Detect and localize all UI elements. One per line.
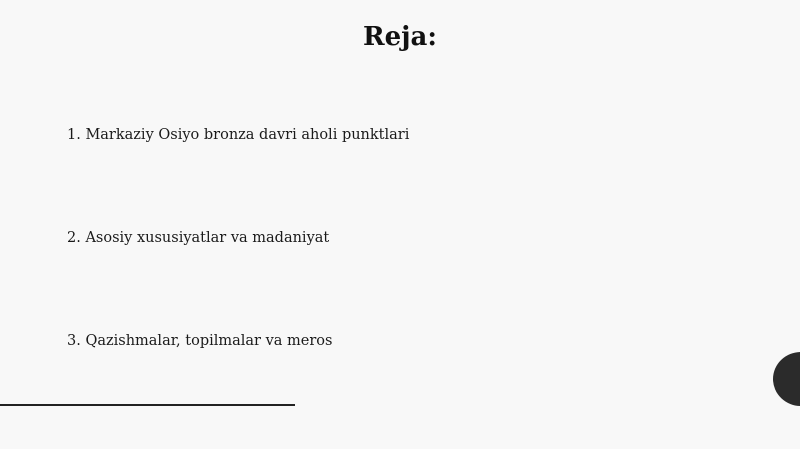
- divider-line: [0, 404, 295, 406]
- plan-item-3: 3. Qazishmalar, topilmalar va meros: [67, 333, 333, 349]
- next-slide-button[interactable]: [773, 352, 800, 406]
- plan-item-1: 1. Markaziy Osiyo bronza davri aholi punktlari: [67, 127, 410, 143]
- slide-title: Reja:: [362, 22, 437, 52]
- plan-item-2: 2. Asosiy xususiyatlar va madaniyat: [67, 230, 330, 246]
